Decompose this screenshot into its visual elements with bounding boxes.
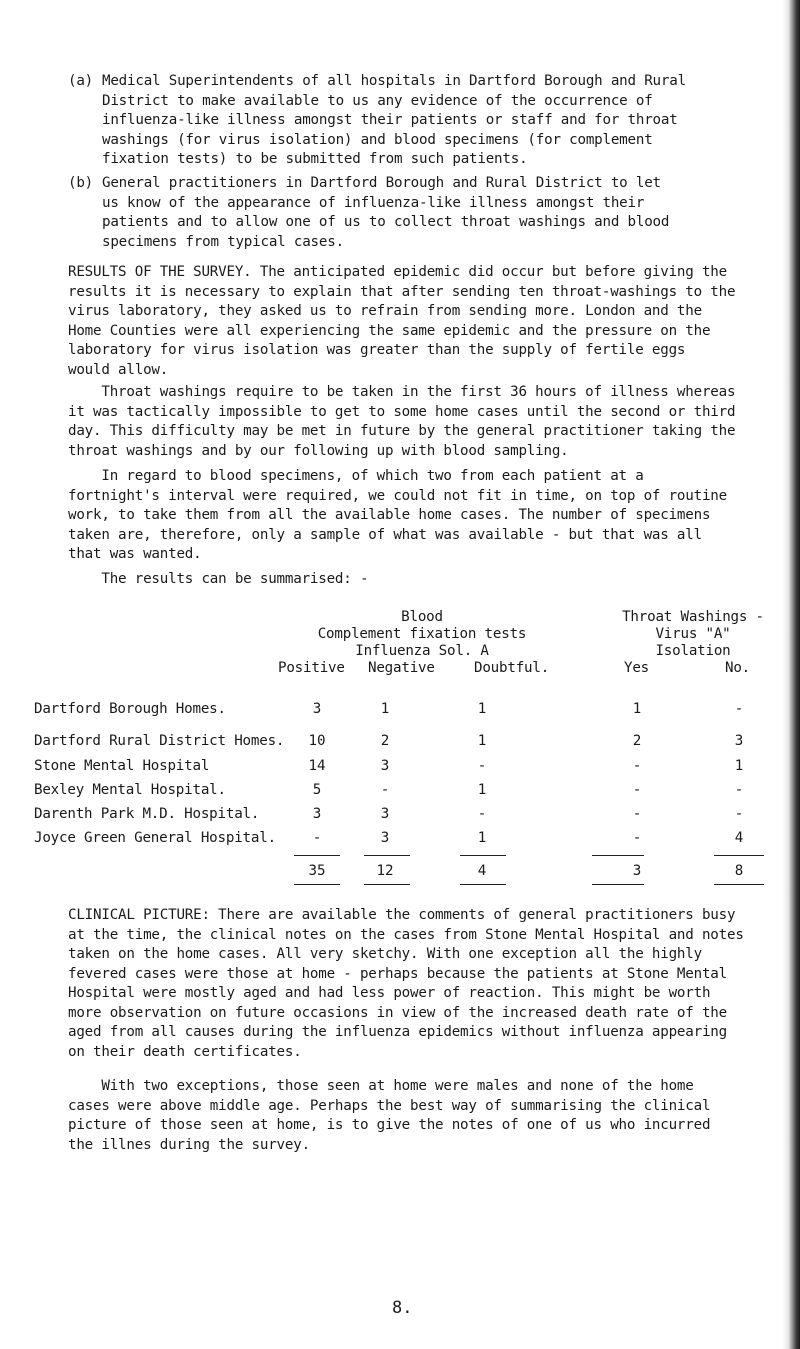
row-label: Bexley Mental Hospital. [34,782,226,798]
blood-specimens-paragraph: In regard to blood specimens, of which two from each patient at a fortnight's interval were required, we could not fit in time, on top of routine work, to take them from all the available home cases. The number of specimens taken are, therefore, only a sample of what was available - but that was all that was wanted. [68,468,727,562]
cell-doubtful: - [477,806,487,822]
total-underline [592,884,644,885]
total-underline [294,884,340,885]
col-header-yes: Yes [624,660,650,676]
page-edge-shadow [782,0,800,1349]
list-marker: (b) [68,175,94,191]
total-yes: 3 [632,863,642,879]
total-rule [592,855,644,856]
list-marker: (a) [68,73,94,89]
cell-negative: 3 [380,806,390,822]
cell-positive: 3 [312,701,322,717]
cell-negative: 2 [380,733,390,749]
total-underline [460,884,506,885]
total-underline [364,884,410,885]
total-underline [714,884,764,885]
cell-negative: 3 [380,758,390,774]
cell-yes: 1 [632,701,642,717]
total-negative: 12 [376,863,394,879]
cell-no: - [734,701,744,717]
cell-no: 3 [734,733,744,749]
total-rule [460,855,506,856]
blood-column-header: Blood Complement fixation tests Influenza Sol. A [317,609,527,659]
row-label: Darenth Park M.D. Hospital. [34,806,260,822]
cell-no: - [734,782,744,798]
cell-doubtful: 1 [477,830,487,846]
cell-positive: 5 [312,782,322,798]
clinical-picture-paragraph: CLINICAL PICTURE: There are available the comments of general practitioners busy at the time, the clinical notes on the cases from Stone Mental Hospital and notes taken on the home cases. All very sketchy. With one exception all the highly fevered cases were those at home - perhaps because the patients at Stone Mental Hospital were mostly aged and had less power of reaction. This might be worth more observation on future occasions in view of the increased death rate of the aged from all causes during the influenza epidemics without influenza appearing on their death certificates. [68,907,744,1060]
row-label: Dartford Borough Homes. [34,701,226,717]
cell-positive: 10 [308,733,326,749]
row-label: Joyce Green General Hospital. [34,830,276,846]
cell-yes: - [632,806,642,822]
cell-no: - [734,806,744,822]
col-header-positive: Positive [278,660,345,676]
col-header-doubtful: Doubtful. [474,660,550,676]
page-number: 8. [392,1298,413,1318]
summary-intro: The results can be summarised: - [68,571,369,587]
cell-positive: 3 [312,806,322,822]
col-header-no: No. [725,660,751,676]
total-rule [294,855,340,856]
cell-doubtful: - [477,758,487,774]
cell-yes: - [632,782,642,798]
cell-negative: 1 [380,701,390,717]
col-header-negative: Negative [368,660,435,676]
total-no: 8 [734,863,744,879]
cell-positive: - [312,830,322,846]
throat-column-header: Throat Washings - Virus "A" Isolation [622,609,764,659]
results-paragraph: RESULTS OF THE SURVEY. The anticipated epidemic did occur but before giving the results it is necessary to explain that after sending ten throat-washings to the virus laboratory, they asked us to refrain from sending more. London and the Home Counties were all experiencing the same epidemic and the pressure on the laboratory for virus isolation was greater than the supply of fertile eggs would allow. [68,264,736,378]
cell-negative: 3 [380,830,390,846]
cell-doubtful: 1 [477,733,487,749]
list-item-text: General practitioners in Dartford Borough and Rural District to let us know of the appearance of influenza-like illness amongst their patients and to allow one of us to collect throat washings and blood specimens from typical cases. [102,175,670,250]
row-label: Stone Mental Hospital [34,758,210,774]
total-positive: 35 [308,863,326,879]
throat-washings-paragraph: Throat washings require to be taken in the first 36 hours of illness whereas it was tactically impossible to get to some home cases until the second or third day. This difficulty may be met in future by the general practitioner taking the throat washings and by our following up with blood sampling. [68,384,736,459]
list-item-text: Medical Superintendents of all hospitals in Dartford Borough and Rural District to make available to us any evidence of the occurrence of influenza-like illness amongst their patients or staff and for throat washings (for virus isolation) and blood specimens (for complement fixation tests) to be submitted from such patients. [102,73,686,167]
cell-yes: 2 [632,733,642,749]
total-rule [364,855,410,856]
total-doubtful: 4 [477,863,487,879]
exceptions-paragraph: With two exceptions, those seen at home were males and none of the home cases were above middle age. Perhaps the best way of summarising the clinical picture of those seen at home, is to give the notes of one of us who incurred the illnes during the survey. [68,1078,711,1153]
cell-yes: - [632,758,642,774]
cell-positive: 14 [308,758,326,774]
cell-doubtful: 1 [477,782,487,798]
cell-negative: - [380,782,390,798]
cell-no: 4 [734,830,744,846]
row-label: Dartford Rural District Homes. [34,733,285,749]
cell-doubtful: 1 [477,701,487,717]
cell-no: 1 [734,758,744,774]
cell-yes: - [632,830,642,846]
total-rule [714,855,764,856]
